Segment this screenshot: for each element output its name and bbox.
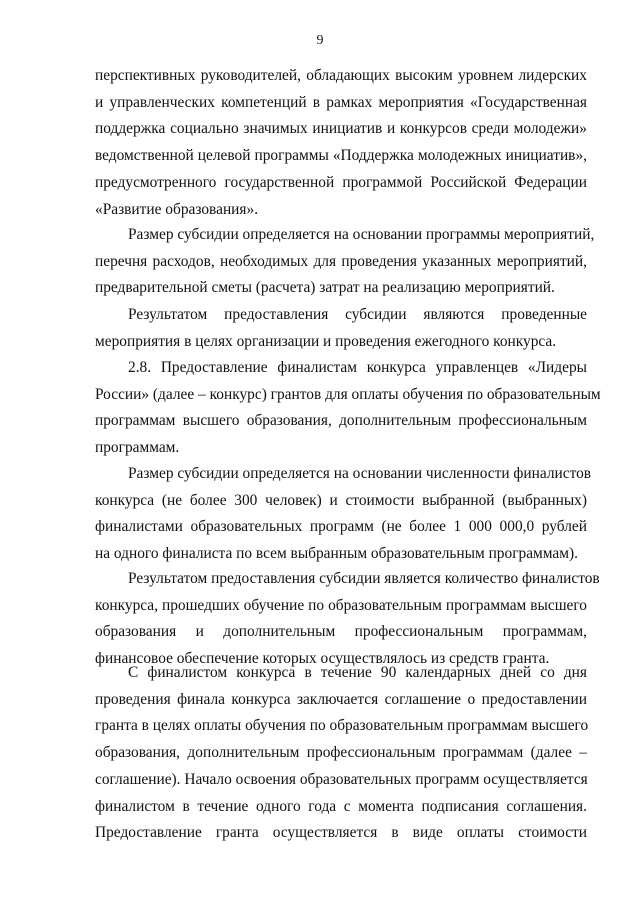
text-line: перспективных руководителей, обладающих высоким уровнем лидерских [95, 67, 587, 84]
text-line: Размер субсидии определяется на основании программы мероприятий, [128, 226, 595, 243]
text-line: конкурса, прошедших обучение по образовательным программам высшего [95, 596, 587, 614]
paragraph-agreement [95, 660, 587, 847]
text-line: поддержка социально значимых инициатив и конкурсов среди молодежи» [95, 120, 587, 138]
text-line: проведения финала конкурса заключается соглашение о предоставлении [95, 690, 587, 708]
paragraph-grant-result [95, 566, 600, 673]
text-line: финансовое обеспечение которых осуществлялось из средств гранта. [95, 650, 550, 668]
text-line: перечня расходов, необходимых для проведения указанных мероприятий, [95, 252, 587, 270]
text-line: С финалистом конкурса в течение 90 календарных дней со дня [128, 664, 587, 681]
text-line: России» (далее – конкурс) грантов для оплаты обучения по образовательным [95, 385, 601, 403]
text-line: соглашение). Начало освоения образовательных программ осуществляется [95, 770, 588, 788]
text-line: финалистами образовательных программ (не более 1 000 000,0 рублей [95, 518, 587, 536]
text-line: конкурса (не более 300 человек) и стоимости выбранной (выбранных) [95, 491, 587, 509]
text-line: программам высшего образования, дополнительным профессиональным [95, 412, 587, 430]
text-line: Результатом предоставления субсидии является количество финалистов [128, 570, 600, 587]
text-line: предусмотренного государственной программой Российской Федерации [95, 173, 587, 191]
text-line: мероприятия в целях организации и проведения ежегодного конкурса. [95, 332, 557, 350]
text-line: и управленческих компетенций в рамках мероприятия «Государственная [95, 93, 587, 111]
paragraph-continuation [95, 63, 587, 223]
text-line: Результатом предоставления субсидии являются проведенные [128, 306, 587, 323]
paragraph-subsidy-size [95, 222, 595, 302]
paragraph-subsidy-result [95, 302, 587, 355]
paragraph-grant-size [95, 461, 592, 568]
text-line: образования и дополнительным профессиональным программам, [95, 623, 587, 641]
text-line: ведомственной целевой программы «Поддержка молодежных инициатив», [95, 147, 587, 165]
text-line: 2.8. Предоставление финалистам конкурса управленцев «Лидеры [128, 359, 587, 376]
text-line: программам. [95, 439, 180, 457]
text-line: предварительной сметы (расчета) затрат на реализацию мероприятий. [95, 279, 555, 297]
text-line: Предоставление гранта осуществляется в виде оплаты стоимости [95, 824, 587, 842]
page-number: 9 [316, 33, 324, 48]
text-line: Размер субсидии определяется на основании численности финалистов [128, 465, 592, 482]
text-line: на одного финалиста по всем выбранным образовательным программам). [95, 545, 578, 563]
paragraph-section-2-8 [95, 355, 601, 462]
text-line: «Развитие образования». [95, 200, 259, 218]
text-line: финалистом в течение одного года с момента подписания соглашения. [95, 797, 587, 815]
text-line: гранта в целях оплаты обучения по образовательным программам высшего [95, 717, 589, 735]
text-line: образования, дополнительным профессиональным программам (далее – [95, 744, 587, 762]
